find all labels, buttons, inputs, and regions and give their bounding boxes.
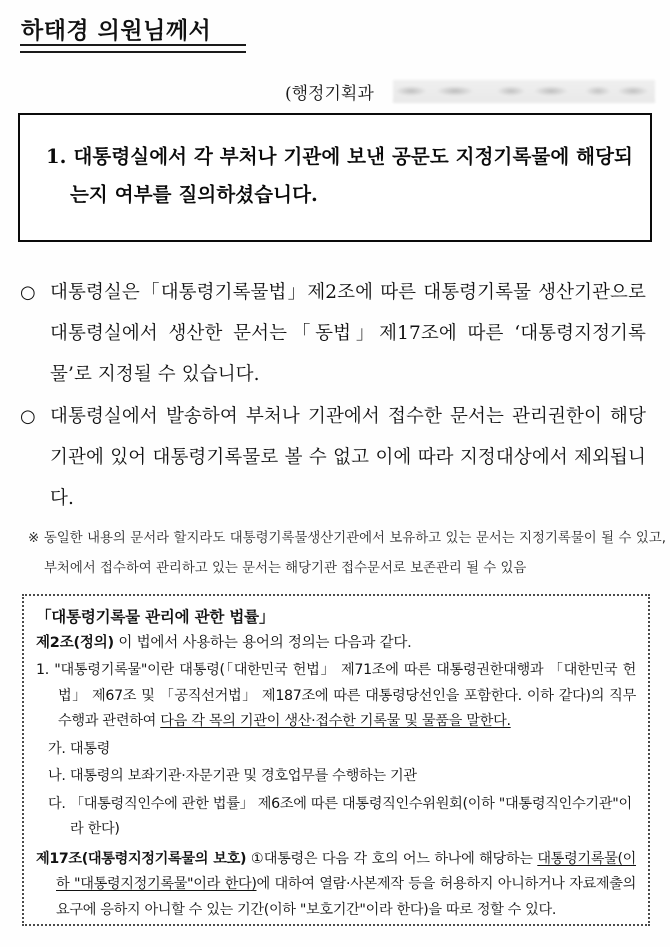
article17-text-part1: ①대통령은 다음 각 호의 어느 하나에 해당하는 [246,850,538,867]
answer-item-2 [20,396,646,519]
item-marker: 1. [36,662,49,678]
article2-item-1 [36,658,636,735]
page-title: 하태경 의원님께서 [21,17,212,44]
subitem-marker: 다. [48,795,66,812]
title-double-underline [20,44,246,53]
redacted-block [393,80,655,103]
article2-subitem-da [36,792,636,843]
circle-bullet-icon: ○ [20,282,36,303]
article2-subitem-na [36,764,636,790]
question-text: 1. 대통령실에서 각 부처나 기관에 보낸 공문도 지정기록물에 해당되는지 여부를 질의하셨습니다. [46,145,633,206]
article17-text-part2: 에 대하여 열람·사본제작 등을 허용하지 아니하거나 자료제출의 요구에 응하지 아니할 수 있는 기간(이하 "보호기간"이라 한다)을 따로 정할 수 있다. [56,876,636,918]
subitem-text: 대통령의 보좌기관·자문기관 및 경호업무를 수행하는 기관 [69,768,417,784]
article2-lead-text: 이 법에서 사용하는 용어의 정의는 다음과 같다. [113,635,412,651]
law-title: 「대통령기록물 관리에 관한 법률」 [36,608,275,626]
article17-block [36,847,636,924]
article2-label: 제2조(정의) [36,635,114,651]
answer-item-1 [20,272,646,395]
footnote-text: ※ 동일한 내용의 문서라 할지라도 대통령기록물생산기관에서 보유하고 있는 문서는 지정기록물이 될 수 있고, 부처에서 접수하여 관리하고 있는 문서는 해당기관 접수문서로 보존관리 될 수 있음 [28,531,666,576]
article17-underlined-text: 대통령기록물(이하 "대통령지정기록물"이라 한다) [56,850,636,892]
item1-text: "대통령기록물"이란 대통령(「대한민국 헌법」 제71조에 따른 대통령권한대행과 「대한민국 헌법」 제67조 및 「공직선거법」 제187조에 따른 대통령당선인을 포함한다. 이하 같다)의 직무수행과 관련하여 [54,662,636,729]
question-box [18,113,652,242]
answer-text-2: 대통령실에서 발송하여 부처나 기관에서 접수한 문서는 관리권한이 해당기관에 있어 대통령기록물로 볼 수 없고 이에 따라 지정대상에서 제외됩니다. [50,406,646,509]
department-line: (행정기획과 [285,84,374,104]
subitem-marker: 가. [48,740,66,757]
subitem-marker: 나. [48,768,66,784]
law-reference-box [22,594,650,926]
article2-subitem-ga [36,737,636,763]
item1-underlined-text: 다음 각 목의 기관이 생산·접수한 기록물 및 물품을 말한다. [160,713,511,729]
circle-bullet-icon: ○ [20,406,36,427]
article2-lead [36,630,636,657]
article17-label: 제17조(대통령지정기록물의 보호) [36,850,247,867]
subitem-text: 「대통령직인수에 관한 법률」 제6조에 따른 대통령직인수위원회(이하 "대통령직인수기관"이라 한다) [69,795,632,837]
answer-text-1: 대통령실은「대통령기록물법」제2조에 따른 대통령기록물 생산기관으로 대통령실에서 생산한 문서는「동법」제17조에 따른 ‘대통령지정기록물’로 지정될 수 있습니다. [50,282,646,385]
subitem-text: 대통령 [69,740,111,757]
